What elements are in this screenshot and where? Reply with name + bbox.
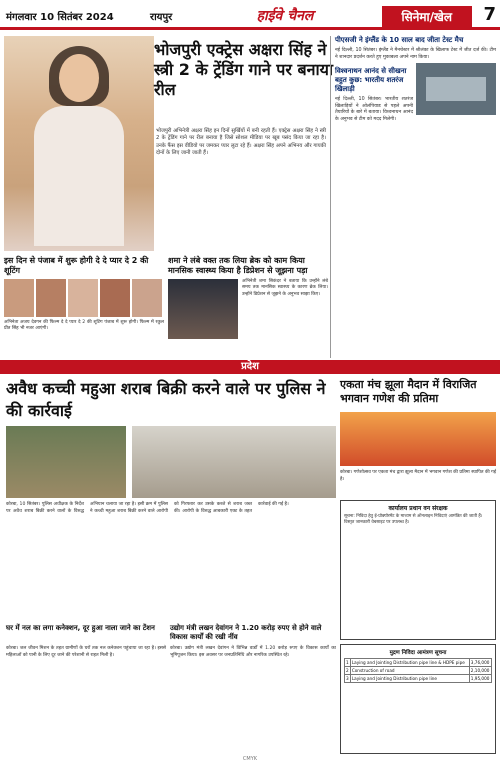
photo-face-shape <box>59 54 99 102</box>
sub-story-a-headline: घर में नल का लगा कनेक्शन, दूर हुआ नाला जाने का टेंशन <box>6 624 155 632</box>
table-cell: 1 <box>346 660 349 665</box>
section-band <box>0 360 500 374</box>
chess-photo <box>416 63 496 115</box>
cast-photo <box>68 279 98 317</box>
notice-title: कार्यालय प्रधान वन संरक्षक <box>388 505 448 512</box>
right-column-headline-1: पीएसजी ने इंग्लैंड के 10 साल बाद जीता टेस्ट मैच <box>335 36 464 44</box>
sub-story-b-headline: उद्योग मंत्री लखन देवांगन ने 1.20 करोड़ रुपए से होने वाले विकास कार्यों की रखी नींव <box>170 624 322 641</box>
tender-table <box>344 658 492 683</box>
notice-text: सूचना: निविदा हेतु ई-प्रोक्योरमेंट के माध्यम से ऑनलाइन निविदाएं आमंत्रित की जाती हैं। विस्तृत जानकारी वेबसाइट पर उपलब्ध है। <box>344 514 483 525</box>
table-row <box>345 675 492 683</box>
main-story-photo-2 <box>132 426 336 498</box>
cast-photo <box>132 279 162 317</box>
city-name: रायपुर <box>150 11 173 23</box>
mid-left-headline: इस दिन से पंजाब में शुरू होगी दे दे प्यार दे 2 की शूटिंग <box>4 256 149 275</box>
table-cell: 3,76,000 <box>469 659 491 667</box>
official-notice <box>340 500 496 640</box>
mid-center-story <box>168 256 328 360</box>
mid-center-headline: शमा ने लंबे वक्त तक लिया ब्रेक को काम किया मानसिक स्वास्थ्य किया है डिप्रेशन से जूझना पड़ा <box>168 256 308 275</box>
main-story <box>6 426 336 621</box>
right-column-text-1: नई दिल्ली, 10 सितंबर। इंग्लैंड ने मैनचेस्टर में श्रीलंका के खिलाफ टेस्ट में जीत दर्ज की। टीम ने शानदार प्रदर्शन करते हुए मुकाबला अपने नाम किया। <box>335 48 496 60</box>
section-label: सिनेमा/खेल <box>382 6 473 27</box>
masthead <box>0 4 500 30</box>
cast-photo <box>100 279 130 317</box>
table-cell: 2 <box>346 668 349 673</box>
ganesh-story-headline: एकता मंच झूला मैदान में विराजित भगवान गणेश की प्रतिमा <box>340 378 477 405</box>
sub-story-b-text: कोरबा। उद्योग मंत्री लखन देवांगन ने विभिन्न वार्डों में 1.20 करोड़ रुपए के विकास कार्यों का भूमिपूजन किया। इस अवसर पर जनप्रतिनिधि और नागरिक उपस्थित रहे। <box>170 646 336 658</box>
photo-dress-shape <box>34 106 124 246</box>
mid-left-text: अभिनेता अजय देवगन की फिल्म दे दे प्यार दे 2 की शूटिंग पंजाब में शुरू होगी। फिल्म में रकुल प्रीत सिंह भी नजर आएंगी। <box>4 320 164 332</box>
ganesh-story-text: कोरबा। गणेशोत्सव पर एकता मंच द्वारा झूला मैदान में भगवान गणेश की प्रतिमा स्थापित की गई है। <box>340 470 496 482</box>
top-story-photo <box>4 36 154 251</box>
table-cell: 1,95,000 <box>469 675 491 683</box>
mid-center-text: अभिनेत्री शमा सिकंदर ने बताया कि उन्होंने लंबे समय तक मानसिक स्वास्थ्य के कारण ब्रेक लिया। उन्होंने डिप्रेशन से जूझने के अनुभव साझा किए। <box>242 279 328 297</box>
cast-photo <box>36 279 66 317</box>
tender-notice <box>340 644 496 754</box>
table-row <box>345 659 492 667</box>
table-cell: Laying and Jointing Distribution pipe line <box>350 675 469 683</box>
table-cell: 3 <box>346 676 349 681</box>
main-story-headline: अवैध कच्ची महुआ शराब बिक्री करने वाले पर पुलिस ने की कार्रवाई <box>6 379 326 420</box>
top-story <box>4 36 334 251</box>
tender-title: मुद्रण निविदा आमंत्रण सूचना <box>389 650 447 656</box>
right-column-headline-2: विश्वनाथन आनंद से सीखना बहुत कुछ: भारतीय शतरंज खिलाड़ी <box>335 67 407 94</box>
top-story-headline: भोजपुरी एक्ट्रेस अक्षरा सिंह ने स्त्री 2 के ट्रेंडिंग गाने पर बनाया रील <box>154 40 334 99</box>
mid-left-story <box>4 256 164 360</box>
newspaper-logo: हाईवे चैनल <box>256 8 314 24</box>
sub-story-a-text: कोरबा। जल जीवन मिशन के तहत ग्रामीणों के घरों तक नल कनेक्शन पहुंचाया जा रहा है। इससे महिलाओं को पानी के लिए दूर जाने की परेशानी से राहत मिली है। <box>6 646 166 658</box>
table-row <box>345 667 492 675</box>
print-footer: CMYK <box>242 756 258 762</box>
cast-photo-strip <box>4 279 164 317</box>
main-story-photo-1 <box>6 426 126 498</box>
right-column-text-2: नई दिल्ली, 10 सितंबर। भारतीय शतरंज खिलाड़ियों ने ओलंपियाड से पहले अपनी तैयारियों के बारे में बताया। विश्वनाथन आनंद के अनुभव से टीम को मदद मिलेगी। <box>335 97 413 122</box>
page-number: 7 <box>483 4 496 25</box>
actress-photo <box>168 279 238 339</box>
issue-date: मंगलवार 10 सितंबर 2024 <box>6 11 114 23</box>
right-column <box>330 36 496 358</box>
top-story-body: भोजपुरी अभिनेत्री अक्षरा सिंह इन दिनों सुर्खियों में बनी रहती हैं। एक्ट्रेस अक्षरा सिंह ने स्त्री 2 के ट्रेंडिंग गाने पर रील बनाया है जिसे सोशल मीडिया पर खूब पसंद किया जा रहा है। उनके फैंस इस वीडियो पर जमकर प्यार लुटा रहे हैं। अक्षरा सिंह अपने अभिनय और गायकी दोनों के लिए जानी जाती हैं। <box>156 128 326 157</box>
table-cell: 2,10,000 <box>469 667 491 675</box>
table-cell: Laying and Jointing Distribution pipe line & HDPE pipe <box>350 659 469 667</box>
cast-photo <box>4 279 34 317</box>
section-band-label: प्रदेश <box>241 361 259 372</box>
ganesh-photo <box>340 412 496 466</box>
main-story-body: कोरबा, 10 सितंबर। पुलिस अधीक्षक के निर्देश पर अवैध शराब बिक्री करने वालों के विरुद्ध अभियान चलाया जा रहा है। इसी क्रम में पुलिस ने कच्ची महुआ शराब बिक्री करने वाले आरोपी को गिरफ्तार कर उसके कब्जे से शराब जब्त की। आरोपी के विरुद्ध आबकारी एक्ट के तहत कार्रवाई की गई है। <box>6 502 289 514</box>
table-cell: Construction of road <box>350 667 469 675</box>
